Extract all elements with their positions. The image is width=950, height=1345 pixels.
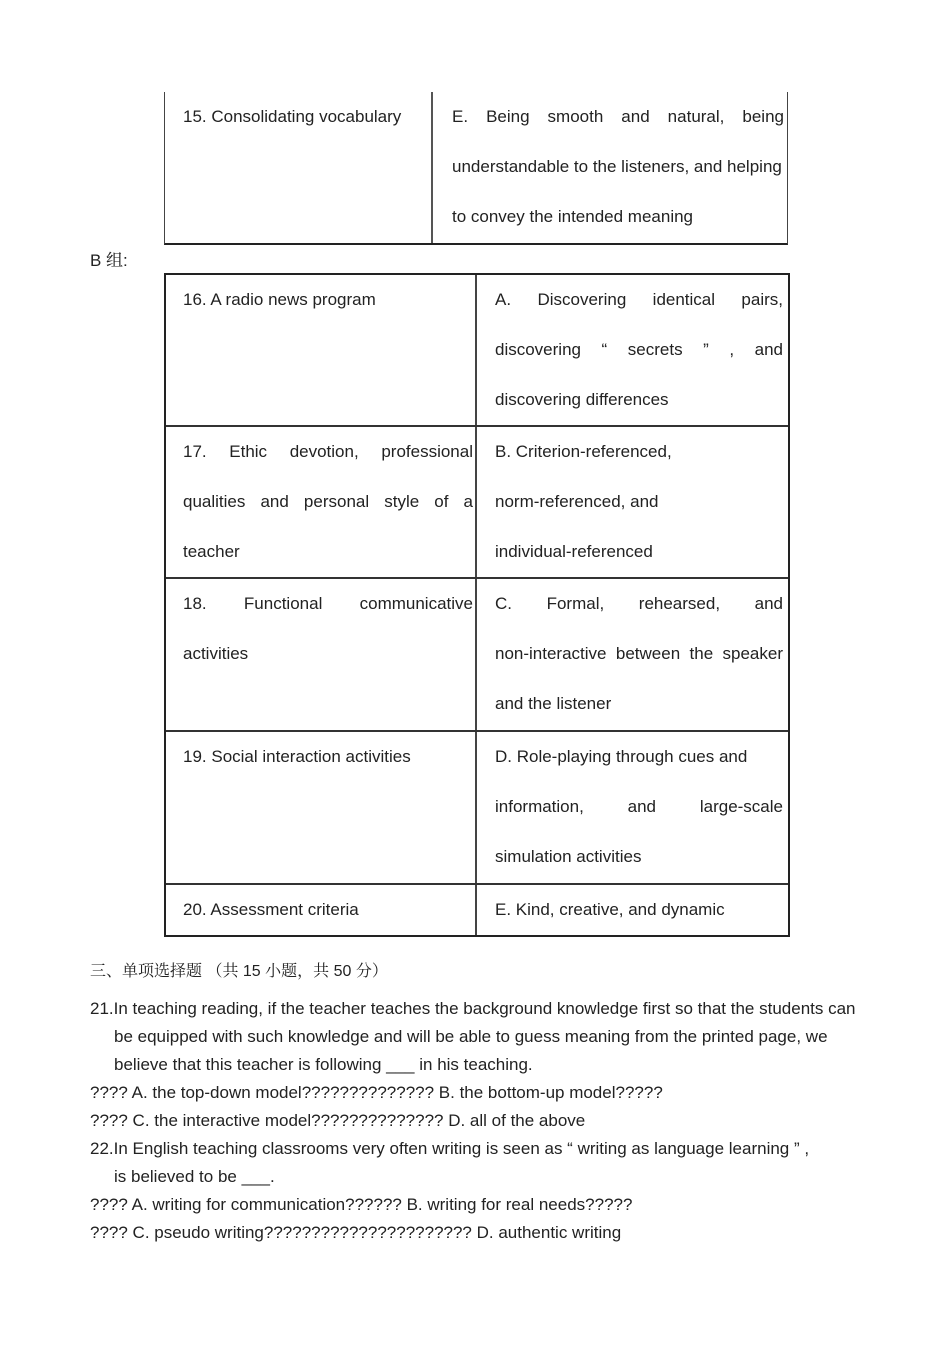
right-cell [495, 732, 783, 882]
cell-line: teacher [183, 542, 240, 561]
cell-line: E. Kind, creative, and dynamic [495, 900, 725, 919]
row-15-left-cell [183, 92, 423, 142]
section-3-title: 三、单项选择题 （共 15 小题，共 50 分） [90, 963, 388, 980]
right-cell [495, 427, 783, 577]
right-cell [495, 579, 783, 729]
column-divider [475, 275, 477, 425]
table-row [166, 732, 788, 885]
cell-line: 17. Ethic devotion, professional [183, 442, 473, 461]
cell-line: information, and large-scale [495, 797, 783, 816]
cell-line: to convey the intended meaning [452, 207, 694, 226]
table-row [166, 427, 788, 579]
question-21-line: 21.In teaching reading, if the teacher teaches the background knowledge first so that the students can [90, 999, 856, 1018]
cell-line: 18. Functional communicative [183, 594, 473, 613]
cell-line: norm-referenced, and [495, 492, 659, 511]
cell-line: discovering “ secrets ” , and [495, 340, 783, 359]
question-21-options: ???? C. the interactive model?????????????? D. all of the above [90, 1111, 586, 1130]
question-22-options: ???? A. writing for communication?????? B. writing for real needs????? [90, 1195, 633, 1214]
cell-line: 20. Assessment criteria [183, 900, 359, 919]
cell-line: discovering differences [495, 390, 669, 409]
cell-line: B. Criterion-referenced, [495, 442, 672, 461]
question-22-line: 22.In English teaching classrooms very often writing is seen as “ writing as language learning ” , [90, 1139, 810, 1158]
cell-line: and the listener [495, 694, 612, 713]
cell-line: simulation activities [495, 847, 642, 866]
question-22-options: ???? C. pseudo writing?????????????????????? D. authentic writing [90, 1223, 622, 1242]
column-divider [475, 427, 477, 577]
question-21-line: be equipped with such knowledge and will be able to guess meaning from the printed page, we [114, 1027, 828, 1046]
table-row [166, 885, 788, 935]
table-row [166, 275, 788, 427]
column-divider [475, 579, 477, 730]
table-row [166, 579, 788, 732]
cell-line: activities [183, 644, 249, 663]
right-cell [495, 885, 783, 935]
group-b-label: B 组: [90, 251, 128, 270]
cell-line: individual-referenced [495, 542, 653, 561]
cell-line: 19. Social interaction activities [183, 747, 411, 766]
cell-line: D. Role-playing through cues and [495, 747, 748, 766]
left-cell [183, 885, 473, 935]
cell-line: 16. A radio news program [183, 290, 376, 309]
cell-line: qualities and personal style of a [183, 492, 473, 511]
question-21-line: believe that this teacher is following ___ in his teaching. [114, 1055, 533, 1074]
left-cell [183, 275, 473, 325]
left-cell [183, 427, 473, 577]
cell-line: A. Discovering identical pairs, [495, 290, 783, 309]
question-21-options: ???? A. the top-down model?????????????? B. the bottom-up model????? [90, 1083, 663, 1102]
cell-line: understandable to the listeners, and helping [452, 157, 782, 176]
cell-line: C. Formal, rehearsed, and [495, 594, 783, 613]
left-cell [183, 579, 473, 679]
left-cell [183, 732, 473, 782]
column-divider [475, 732, 477, 883]
question-22-line: is believed to be ___. [114, 1167, 275, 1186]
right-cell [495, 275, 783, 425]
column-divider [475, 885, 477, 935]
cell-line: 15. Consolidating vocabulary [183, 107, 402, 126]
row-15-right-cell [452, 92, 784, 242]
matching-table-b [164, 273, 790, 937]
cell-line: E. Being smooth and natural, being [452, 107, 784, 126]
table-a-row-15 [164, 92, 788, 245]
cell-line: non-interactive between the speaker [495, 644, 783, 663]
